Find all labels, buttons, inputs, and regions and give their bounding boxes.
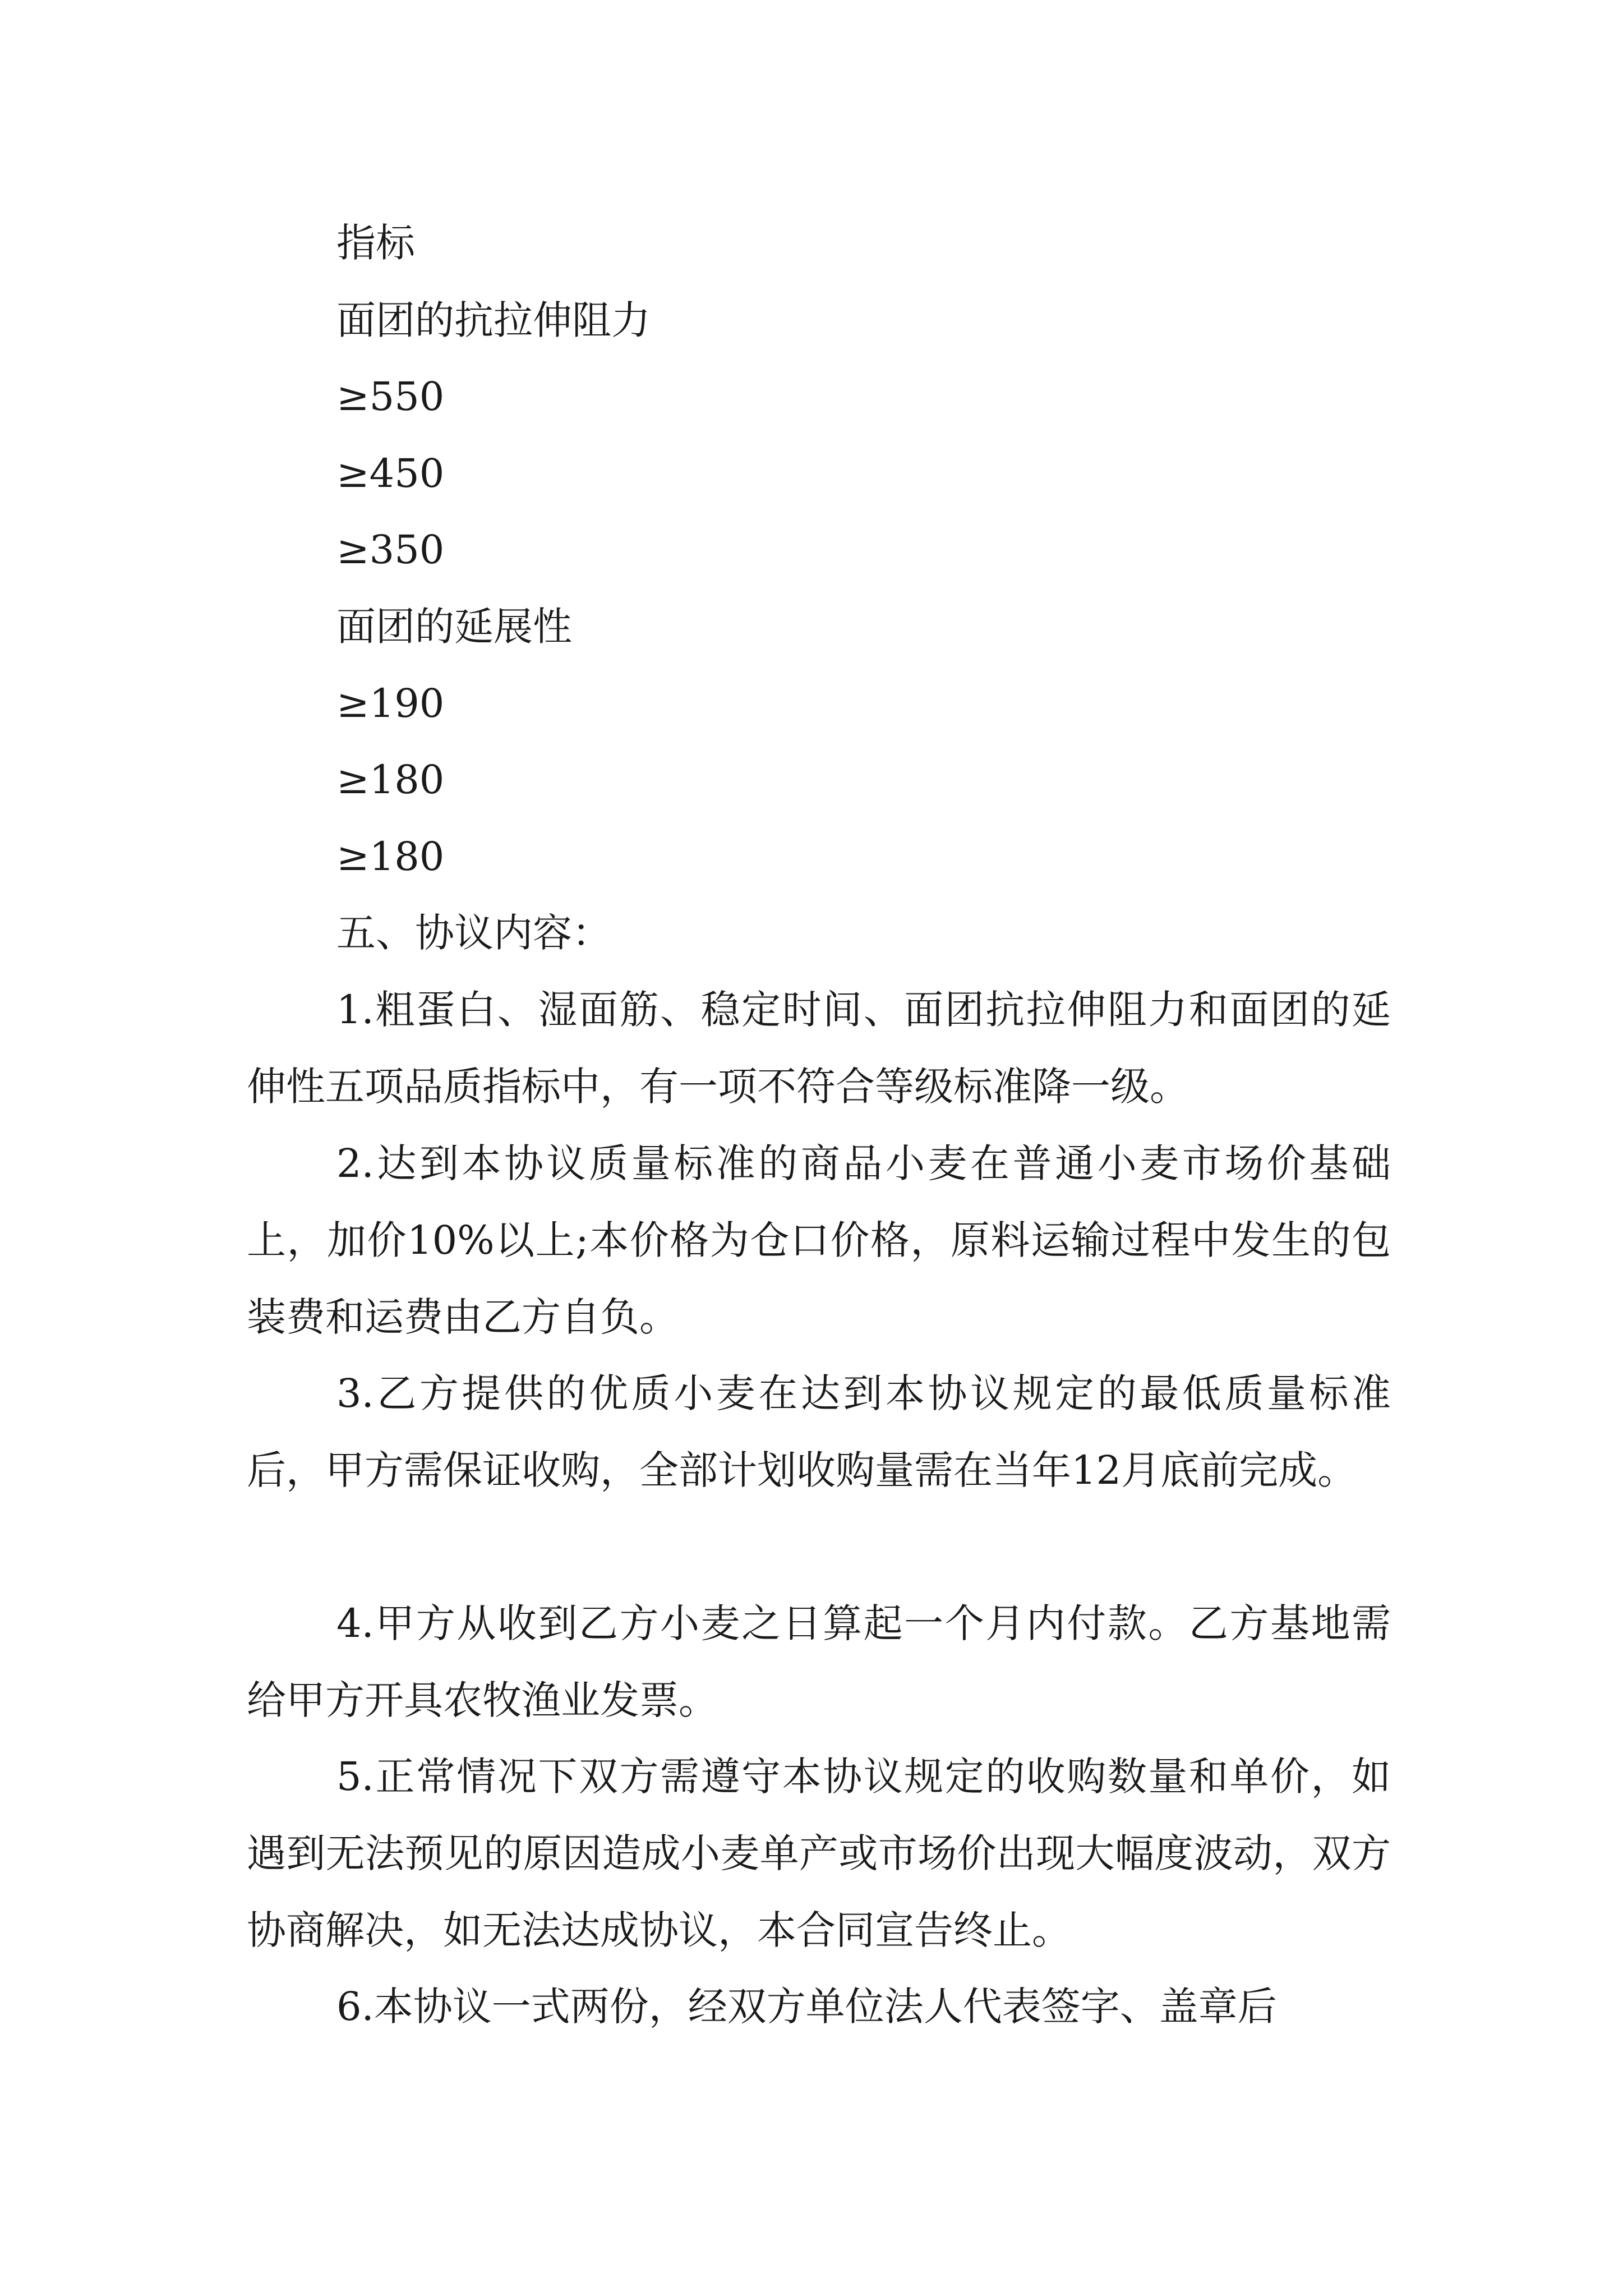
agreement-paragraph: 3.乙方提供的优质小麦在达到本协议规定的最低质量标准后，甲方需保证收购，全部计划收购量需在当年12月底前完成。: [247, 1370, 1391, 1493]
text-line-indicator-heading: 指标: [336, 220, 415, 266]
agreement-paragraph: 2.达到本协议质量标准的商品小麦在普通小麦市场价基础上，加价10%以上;本价格为仓口价格，原料运输过程中发生的包装费和运费由乙方自负。: [247, 1140, 1391, 1340]
text-line-value: ≥180: [336, 834, 445, 880]
section-heading-agreement: 五、协议内容：: [336, 910, 611, 956]
text-line-value: ≥550: [336, 374, 445, 420]
text-line-extensibility: 面团的延展性: [336, 604, 572, 650]
agreement-paragraph: 5.正常情况下双方需遵守本协议规定的收购数量和单价，如遇到无法预见的原因造成小麦单产或市场价出现大幅度波动，双方协商解决，如无法达成协议，本合同宣告终止。: [247, 1754, 1391, 1953]
text-line-value: ≥180: [336, 757, 445, 803]
agreement-paragraph: 6.本协议一式两份，经双方单位法人代表签字、盖章后: [336, 1984, 1277, 2030]
text-line-value: ≥190: [336, 680, 445, 726]
agreement-paragraph: 4.甲方从收到乙方小麦之日算起一个月内付款。乙方基地需给甲方开具农牧渔业发票。: [247, 1600, 1391, 1723]
text-line-value: ≥450: [336, 450, 445, 496]
agreement-paragraph: 1.粗蛋白、湿面筋、稳定时间、面团抗拉伸阻力和面团的延伸性五项品质指标中，有一项不符合等级标准降一级。: [247, 987, 1391, 1110]
text-line-value: ≥350: [336, 527, 445, 573]
text-line-tensile-resistance: 面团的抗拉伸阻力: [336, 297, 651, 343]
